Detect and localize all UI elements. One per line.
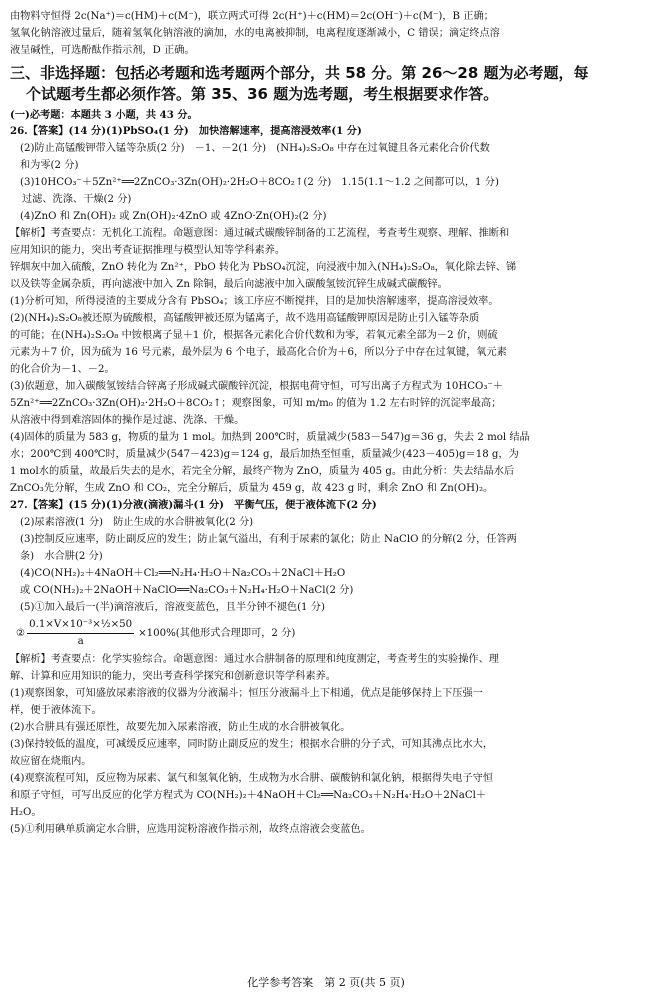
q27-analysis-line: (4)观察流程可知，反应物为尿素、氯气和氢氧化钠，生成物为水合肼、碳酸钠和氯化钠，根据得失电子守恒: [10, 773, 494, 784]
q26-analysis-line: 5Zn²⁺══2ZnCO₃·3Zn(OH)₂·2H₂O＋8CO₂↑；观察图象，可知 m/m₀ 的值为 1.2 左右时锌的沉淀率最高；: [10, 398, 502, 409]
fraction: [27, 618, 134, 649]
fraction-numerator: 0.1×V×10⁻³×½×50: [27, 618, 134, 634]
q26-analysis-line: 【解析】考查要点：无机化工流程。命题意图：通过碱式碳酸锌制备的工艺流程，考查考生观察、理解、推断和: [10, 228, 510, 239]
q26-answer-line: 过滤、洗涤、干燥(2 分): [22, 194, 132, 205]
question-27: [10, 497, 638, 838]
subsection-heading: (一)必考题：本题共 3 小题，共 43 分。: [10, 109, 198, 121]
q26-answer-line: 26.【答案】(14 分)(1)PbSO₄(1 分) 加快溶解速率，提高溶浸效率(1 分): [10, 125, 362, 137]
q26-analysis-line: 1 mol水的质量，故最后失去的是水，若完全分解，最终产物为 ZnO，质量为 405 g。由此分析：失去结晶水后: [10, 466, 515, 477]
text-line: 氢氧化钠溶液过量后，随着氢氧化钠溶液的滴加，水的电离被抑制，电离程度逐渐减小，C 错误；滴定终点溶: [10, 28, 500, 39]
q27-analysis-line: 和原子守恒，可写出反应的化学方程式为 CO(NH₂)₂＋4NaOH＋Cl₂══Na₂CO₃＋N₂H₄·H₂O＋2NaCl＋: [10, 790, 487, 801]
answer-page: [10, 8, 638, 838]
q27-analysis-line: 故应留在烧瓶内。: [10, 756, 92, 767]
q27-analysis-line: (3)保持较低的温度，可减缓反应速率，同时防止副反应的发生；根据水合肼的分子式，可知其沸点比水大，: [10, 739, 494, 750]
q26-analysis-line: 水；200℃到 400℃时，质量减少(547－423)g＝124 g，最后加热至恒重，质量减少(423－405)g＝18 g，为: [10, 449, 519, 460]
q27-analysis-line: (2)水合肼具有强还原性，故要先加入尿素溶液，防止生成的水合肼被氧化。: [10, 722, 351, 733]
question-26: [10, 123, 638, 497]
q26-answer-line: (4)ZnO 和 Zn(OH)₂ 或 Zn(OH)₂·4ZnO 或 4ZnO·Zn(OH)₂(2 分): [20, 211, 327, 222]
q26-analysis-line: 从溶液中得到难溶固体的操作是过滤、洗涤、干燥。: [10, 415, 245, 426]
q27-analysis-line: (5)①利用碘单质滴定水合肼，应选用淀粉溶液作指示剂，故终点溶液会变蓝色。: [10, 824, 371, 835]
formula-prefix: ②: [16, 627, 26, 639]
q26-analysis-line: (3)依题意，加入碳酸氢铵结合锌离子形成碱式碳酸锌沉淀，根据电荷守恒，可写出离子方程式为 10HCO₃⁻＋: [10, 381, 503, 392]
q27-answer-line: (3)控制反应速率，防止副反应的发生；防止氯气溢出，有利于尿素的氯化；防止 NaClO 的分解(2 分，任答两: [20, 534, 517, 545]
q26-analysis-line: (4)固体的质量为 583 g，物质的量为 1 mol。加热到 200℃时，质量减少(583－547)g＝36 g，失去 2 mol 结晶: [10, 432, 530, 443]
q27-answer-line: 条) 水合肼(2 分): [20, 551, 103, 562]
q27-analysis-line: 解、计算和应用知识的能力，突出考查科学探究和创新意识等学科素养。: [10, 671, 336, 682]
text-line: 由物料守恒得 2c(Na⁺)＝c(HM)＋c(M⁻)，联立两式可得 2c(H⁺)＋c(HM)＝2c(OH⁻)＋c(M⁻)，B 正确；: [10, 11, 494, 22]
top-paragraph: [10, 8, 638, 59]
q27-analysis-line: H₂O。: [10, 807, 42, 818]
q26-analysis-line: 元素为＋7 价，因为硫为 16 号元素，最外层为 6 个电子，最高化合价为＋6，所以分子中存在过氧键，氧元素: [10, 347, 507, 358]
q26-analysis-line: 的可能；在(NH₄)₂S₂O₈ 中铵根离子显＋1 价，根据各元素化合价代数和为零，若氧元素全部为－2 价，则硫: [10, 330, 498, 341]
q27-analysis-line: 【解析】考查要点：化学实验综合。命题意图：通过水合肼制备的原理和纯度测定，考查考生的实验操作、理: [10, 654, 499, 665]
q26-analysis-line: 应用知识的能力，突出考查证据推理与模型认知等学科素养。: [10, 245, 286, 256]
q26-analysis-line: (2)(NH₄)₂S₂O₈被还原为硫酸根，高锰酸钾被还原为锰离子，故不选用高锰酸钾原因是防止引入锰等杂质: [10, 313, 480, 324]
q27-analysis-line: (1)观察图象，可知盛放尿素溶液的仪器为分液漏斗；恒压分液漏斗上下相通，优点是能够保持上下压强一: [10, 688, 483, 699]
q26-answer-line: (2)防止高锰酸钾带入锰等杂质(2 分) －1、－2(1 分) (NH₄)₂S₂O₈ 中存在过氧键且各元素化合价代数: [20, 143, 490, 154]
q27-answer-line: (4)CO(NH₂)₂＋4NaOH＋Cl₂══N₂H₄·H₂O＋Na₂CO₃＋2NaCl＋H₂O: [20, 568, 346, 579]
section-heading-3: [10, 63, 638, 105]
fraction-denominator: a: [77, 636, 84, 647]
page-footer: 化学参考答案 第 2 页(共 5 页): [247, 976, 405, 989]
formula-suffix: ×100%(其他形式合理即可，2 分): [138, 627, 296, 639]
q26-analysis-line: 的化合价为－1、－2。: [10, 364, 115, 375]
section-heading-line: 个试题考生都必须作答。第 35、36 题为选考题，考生根据要求作答。: [26, 85, 499, 103]
q27-answer-line: 或 CO(NH₂)₂＋2NaOH＋NaClO══Na₂CO₃＋N₂H₄·H₂O＋NaCl(2 分): [20, 585, 354, 596]
q27-answer-line: (5)①加入最后一(半)滴溶液后，溶液变蓝色，且半分钟不褪色(1 分): [20, 602, 325, 613]
q26-analysis-line: ZnCO₃先分解，生成 ZnO 和 CO₂，完全分解后，质量为 459 g，故 423 g 时，剩余 ZnO 和 Zn(OH)₂。: [10, 483, 494, 494]
q26-analysis-line: 以及铁等金属杂质，再向滤液中加入 Zn 除铜，最后向滤液中加入碳酸氢铵沉锌生成碱式碳酸锌。: [10, 279, 448, 290]
q27-answer-line: (2)尿素溶液(1 分) 防止生成的水合肼被氧化(2 分): [20, 517, 254, 528]
q26-answer-line: 和为零(2 分): [20, 160, 79, 171]
q26-analysis-line: 锌烟灰中加入硫酸，ZnO 转化为 Zn²⁺，PbO 转化为 PbSO₄沉淀，向浸液中加入(NH₄)₂S₂O₈，氧化除去锌、锑: [10, 262, 517, 273]
q27-analysis-line: 样，便于液体流下。: [10, 705, 102, 716]
text-line: 液呈碱性，可选酚酞作指示剂，D 正确。: [10, 45, 195, 56]
purity-formula: [16, 618, 638, 649]
q26-answer-line: (3)10HCO₃⁻＋5Zn²⁺══2ZnCO₃·3Zn(OH)₂·2H₂O＋8CO₂↑(2 分) 1.15(1.1～1.2 之间都可以，1 分): [20, 177, 499, 188]
q27-answer-line: 27.【答案】(15 分)(1)分液(滴液)漏斗(1 分) 平衡气压，便于液体流下(2 分): [10, 499, 377, 511]
q26-analysis-line: (1)分析可知，所得浸渣的主要成分含有 PbSO₄；该工序应不断搅拌，目的是加快溶解速率，提高溶浸效率。: [10, 296, 499, 307]
section-heading-line: 三、非选择题：包括必考题和选考题两个部分，共 58 分。第 26～28 题为必考题，每: [10, 64, 589, 82]
